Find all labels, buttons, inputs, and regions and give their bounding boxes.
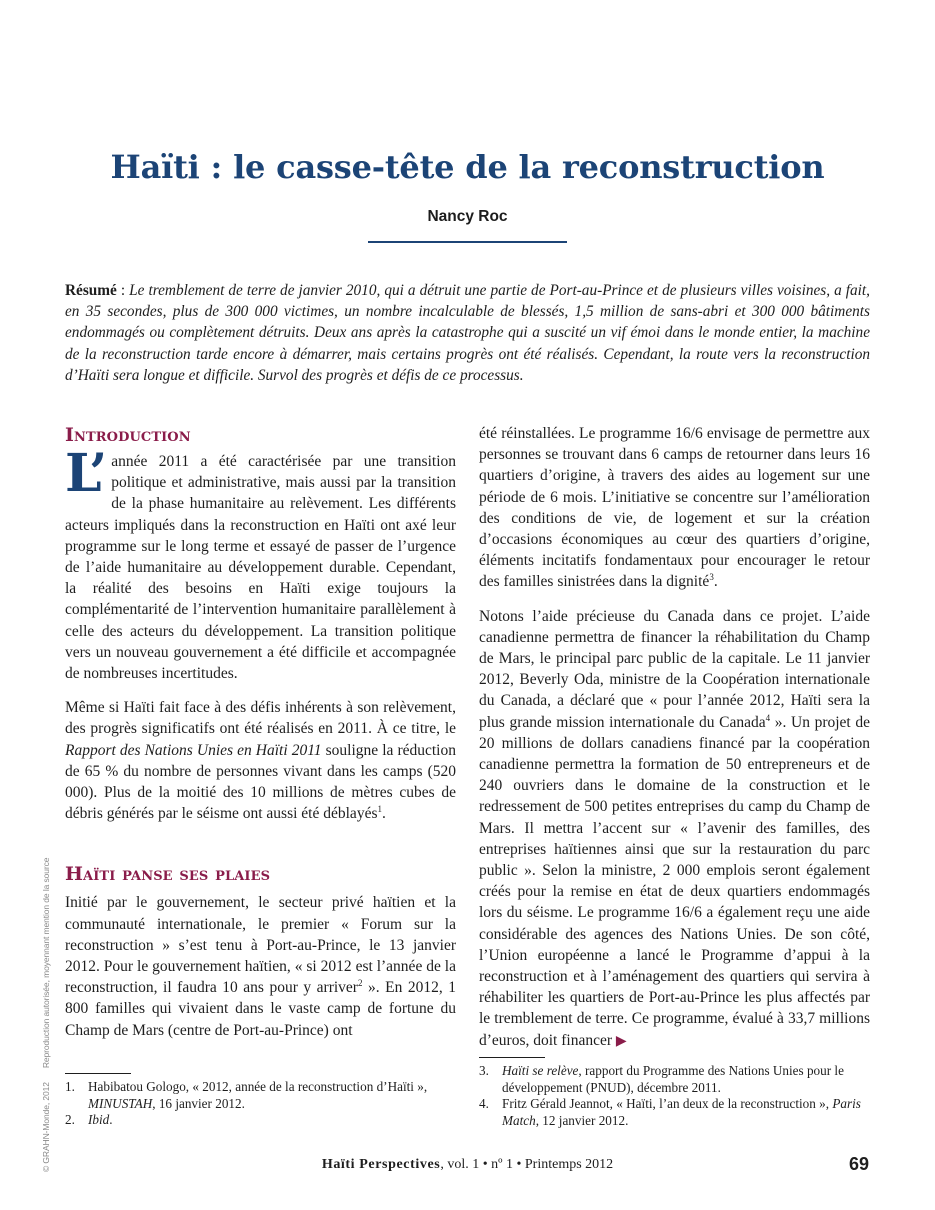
paragraph-intro-1-text: année 2011 a été caractérisée par une transition politique et administrative, mais aussi par la transition de la phase humanitaire au relèvement. Les différents acteurs impliqués dans la reconstruction en Haïti ont axé leur programme sur le long terme et essayé de passer de l’urgence de l’aide humanitaire au développement durable. Cependant, la réalité des besoins en Haïti exige toujours la complémentarité de l’intervention humanitaire parallèlement à celle des acteurs du développement. La transition politique vers un nouveau gouvernement a été difficile et accompagnée de nombreuses incertitudes.: [65, 453, 456, 683]
paragraph-plaies-1: Initié par le gouvernement, le secteur privé haïtien et la communauté internationale, le premier « Forum sur la reconstruction » s’est tenu à Port-au-Prince, le 13 janvier 2012. Pour le gouvernement haïtien, « si 2012 est l’année de la reconstruction, il faudra 10 ans pour y arriver$^2$ ». En 2012, 1 800 familles qui vivaient dans le vaste camp de fortune du Champ de Mars (centre de Port-au-Prince) ont: [65, 894, 456, 1039]
reproduction-text: Reproduction autorisée, moyennant mention de la source: [41, 857, 51, 1069]
left-column: [65, 423, 456, 1041]
footnotes-right: [479, 1063, 872, 1129]
copyright-text: © GRAHN-Monde, 2012: [41, 1082, 51, 1172]
paragraph-intro-2: Même si Haïti fait face à des défis inhérents à son relèvement, des progrès significatifs ont été réalisés en 2011. À ce titre, le Rapport des Nations Unies en Haïti 2011 souligne la réduction de 65 % du nombre de personnes vivant dans les camps (520 000). Plus de la moitié des 10 millions de mètres cubes de débris générés par le séisme ont aussi été déblayés$^1$.: [65, 699, 456, 823]
footnote-ref-3[interactable]: 3: [709, 572, 714, 583]
section-heading-introduction: Introduction: [65, 424, 191, 446]
footnote-3: 3. Haïti se relève, rapport du Programme des Nations Unies pour le développement (PNUD), décembre 2011.: [479, 1063, 844, 1095]
drop-cap: L’: [65, 443, 108, 504]
footnote-ref-1[interactable]: 1: [377, 804, 382, 815]
journal-name: Haïti Perspectives: [321, 1157, 441, 1172]
paragraph-right-2: Notons l’aide précieuse du Canada dans ce projet. L’aide canadienne permettra de financer la réhabilitation du Champ de Mars, le principal parc public de la capitale. Le 11 janvier 2012, Beverly Oda, ministre de la Coopération internationale du Canada, a déclaré que « pour l’année 2012, Haïti sera la plus grande mission internationale du Canada$^4$ ». Un projet de 20 millions de dollars canadiens financé par la coopération canadienne permettra la formation de 50 entrepreneurs et de 240 ouvriers dans le domaine de la construction et le redressement de 500 petites entreprises du camp du Champ de Mars. Il mettra l’accent sur « l’avenir des familles, des entreprises haïtiennes ainsi que sur la restauration du parc public ». Selon la ministre, 2 000 emplois seront également créés pour la remise en état de deux quartiers endommagés lors du séisme. Le programme 16/6 a également reçu une aide considérable des agences des Nations Unies. De son côté, l’Union européenne a lancé le Programme d’appui à la reconstruction et à l’aménagement des quartiers qui servira à réhabiliter les quartiers de Port-au-Prince les plus affectés par le tremblement de terre. Ce programme, évalué à 33,7 millions d’euros, doit financer ▶: [479, 607, 870, 1049]
footnote-rule-left: [65, 1073, 131, 1074]
abstract-text: Le tremblement de terre de janvier 2010, qui a détruit une partie de Port-au-Prince et de plusieurs villes voisines, a fait, en 35 secondes, plus de 300 000 victimes, un nombre incalculable de blessés, 1,5 million de sans-abri et 300 000 bâtiments endommagés ou complètement détruits. Deux ans après la catastrophe qui a suscité un vif émoi dans le monde entier, la machine de la reconstruction tarde encore à démarrer, mais certains progrès ont été réalisés. Cependant, la route vers la reconstruction d’Haïti sera longue et difficile. Survol des progrès et défis de ce processus.: [65, 282, 870, 384]
footnotes-left: [65, 1079, 458, 1129]
report-title: Rapport des Nations Unies en Haïti 2011: [65, 741, 322, 759]
footnote-ref-4[interactable]: 4: [765, 712, 771, 723]
abstract-colon: :: [116, 282, 130, 299]
footnote-rule-right: [479, 1057, 545, 1058]
issue-info: , vol. 1 • nº 1 • Printemps 2012: [440, 1157, 614, 1172]
copyright-margin-note: [41, 832, 51, 1172]
page-footer: [0, 1157, 935, 1173]
page-number: 69: [848, 1154, 869, 1174]
paragraph-right-1: été réinstallées. Le programme 16/6 envisage de permettre aux personnes se trouvant dans 6 camps de retourner dans leurs 16 quartiers d’origine, à travers des aides au logement sur une période de 6 mois. L’initiative se concentre sur l’amélioration des conditions de vie, de logement et sur la création d’occasions économiques au cœur des quartiers d’origine, éléments incitatifs fondamentaux pour encourager le retour des familles sinistrées dans la dignité$^3$.: [479, 425, 870, 591]
abstract: [65, 280, 870, 386]
author-divider: [368, 241, 567, 243]
paragraph-intro-1: [65, 443, 456, 684]
right-column: [479, 423, 870, 1051]
section-heading-haiti-panse: Haïti panse ses plaies: [65, 863, 271, 886]
continue-arrow-icon: ▶: [615, 1033, 627, 1049]
footnote-ref-2[interactable]: 2: [357, 978, 363, 989]
footnote-1: 1. Habibatou Gologo, « 2012, année de la reconstruction d’Haïti », MINUSTAH, 16 janvier 2012.: [65, 1079, 428, 1111]
author-name: Nancy Roc: [427, 208, 508, 225]
footnote-2: 2. Ibid.: [65, 1112, 113, 1127]
article-title: Haïti : le casse-tête de la reconstruction: [110, 148, 825, 186]
abstract-label: Résumé: [65, 282, 117, 299]
footnote-4: 4. Fritz Gérald Jeannot, « Haïti, l’an deux de la reconstruction », Paris Match, 12 janvier 2012.: [479, 1096, 861, 1128]
